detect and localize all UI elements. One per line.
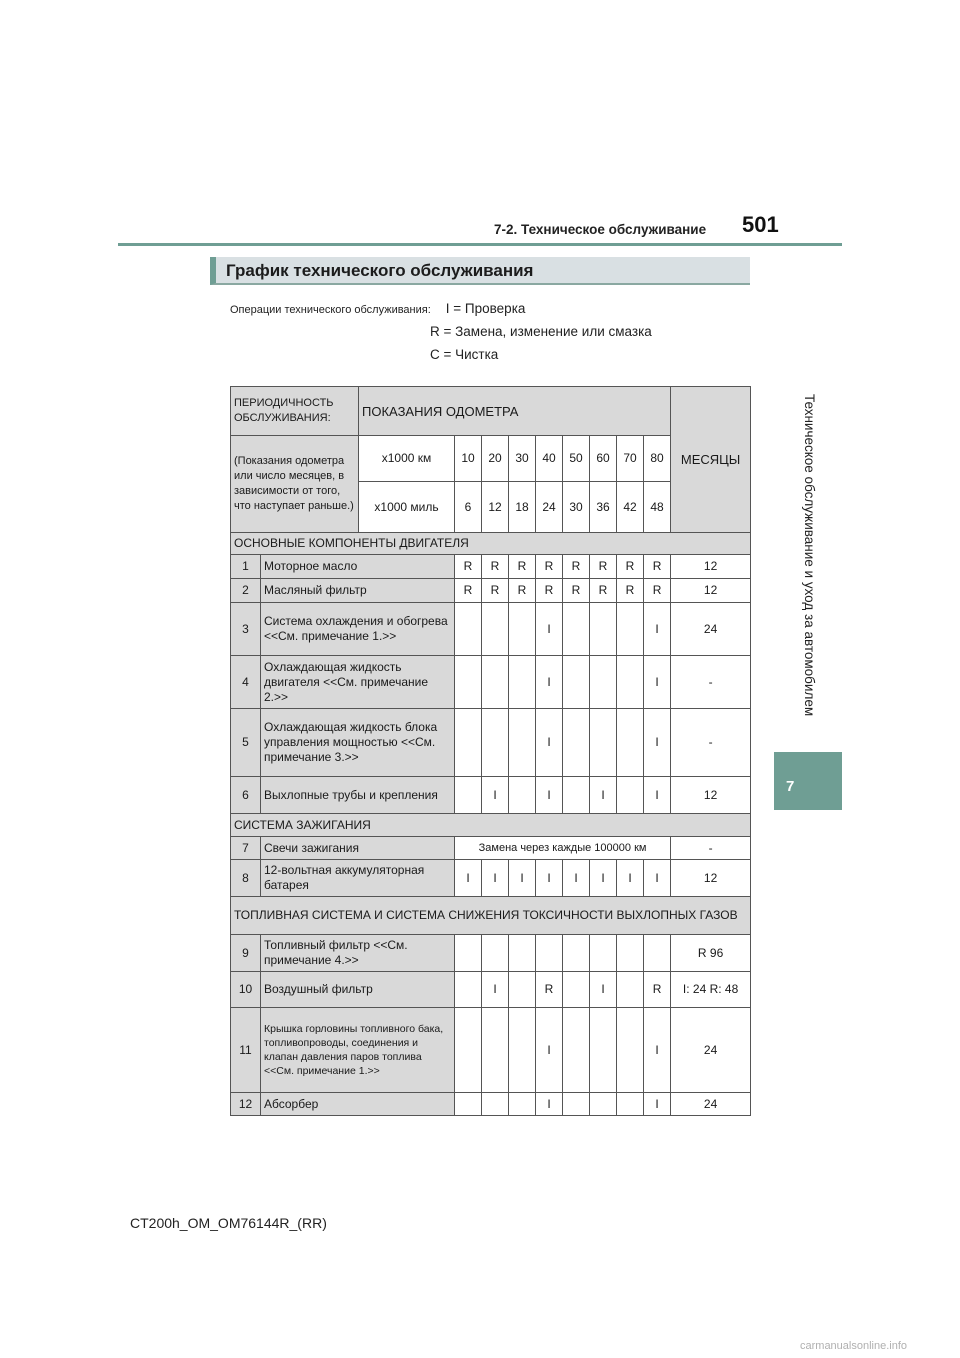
km-value: 60 [590,436,617,482]
schedule-cell: I [455,860,482,897]
schedule-cell [617,1008,644,1093]
row-number: 10 [231,972,261,1008]
months-cell: 12 [671,579,751,603]
schedule-cell [563,603,590,656]
schedule-cell [617,935,644,972]
document-code: CT200h_OM_OM76144R_(RR) [130,1215,327,1231]
schedule-cell [455,972,482,1008]
schedule-cell: R [617,579,644,603]
months-cell: 12 [671,555,751,579]
schedule-cell [644,935,671,972]
schedule-title-bar [210,257,750,285]
months-cell: 12 [671,860,751,897]
schedule-cell: I [590,860,617,897]
period-note: (Показания одометра или число месяцев, в зависимости от того, что наступает раньше.) [231,436,359,533]
km-label: x1000 км [359,436,455,482]
row-number: 4 [231,656,261,709]
months-cell: R 96 [671,935,751,972]
mile-value: 36 [590,482,617,533]
row-item: Топливный фильтр <<См. примечание 4.>> [261,935,455,972]
schedule-cell [617,603,644,656]
schedule-cell [563,935,590,972]
months-cell: - [671,709,751,777]
schedule-cell [509,1008,536,1093]
schedule-cell [617,972,644,1008]
row-number: 6 [231,777,261,814]
schedule-cell: I [590,972,617,1008]
months-cell: 24 [671,603,751,656]
km-value: 40 [536,436,563,482]
schedule-cell [455,709,482,777]
chapter-side-label: Техническое обслуживание и уход за автомобилем [802,394,817,717]
period-header: ПЕРИОДИЧНОСТЬ ОБСЛУЖИВАНИЯ: [231,387,359,436]
schedule-cell: I [644,1008,671,1093]
odometer-header: ПОКАЗАНИЯ ОДОМЕТРА [359,387,671,436]
schedule-cell [617,709,644,777]
schedule-cell [617,656,644,709]
schedule-cell [482,935,509,972]
schedule-cell [563,972,590,1008]
row-number: 1 [231,555,261,579]
schedule-cell [590,1093,617,1116]
schedule-cell: R [563,579,590,603]
row-item: Моторное масло [261,555,455,579]
schedule-cell [455,935,482,972]
legend-line-1 [230,301,525,316]
legend-inspect: I = Проверка [445,301,526,316]
schedule-cell [482,709,509,777]
schedule-cell: R [536,972,563,1008]
schedule-cell: I [482,777,509,814]
legend-clean: C = Чистка [430,347,499,362]
schedule-cell [590,709,617,777]
legend-label: Операции технического обслуживания: [230,304,431,316]
row-item: Воздушный фильтр [261,972,455,1008]
schedule-cell [617,777,644,814]
row-number: 7 [231,837,261,860]
schedule-cell [482,603,509,656]
row-item: Система охлаждения и обогрева <<См. примечание 1.>> [261,603,455,656]
schedule-cell [509,1093,536,1116]
schedule-cell: R [482,579,509,603]
row-number: 12 [231,1093,261,1116]
schedule-cell [482,1008,509,1093]
schedule-cell [563,1093,590,1116]
schedule-cell [590,603,617,656]
schedule-cell: R [509,579,536,603]
mile-label: x1000 миль [359,482,455,533]
chapter-tab[interactable] [774,752,842,810]
mile-value: 6 [455,482,482,533]
schedule-cell: I [644,656,671,709]
schedule-cell: I [536,860,563,897]
schedule-cell: R [509,555,536,579]
header-divider [118,243,842,246]
schedule-cell [509,972,536,1008]
section-header: ТОПЛИВНАЯ СИСТЕМА И СИСТЕМА СНИЖЕНИЯ ТОКСИЧНОСТИ ВЫХЛОПНЫХ ГАЗОВ [231,897,751,935]
schedule-cell [455,1008,482,1093]
schedule-cell: R [536,555,563,579]
schedule-cell: R [563,555,590,579]
months-cell: 12 [671,777,751,814]
km-value: 70 [617,436,644,482]
schedule-cell: R [590,555,617,579]
schedule-cell [509,709,536,777]
schedule-cell: R [455,555,482,579]
schedule-cell [617,1093,644,1116]
km-value: 80 [644,436,671,482]
row-number: 9 [231,935,261,972]
km-value: 20 [482,436,509,482]
schedule-cell: R [617,555,644,579]
section-header: ОСНОВНЫЕ КОМПОНЕНТЫ ДВИГАТЕЛЯ [231,533,751,555]
schedule-cell: I [509,860,536,897]
km-value: 10 [455,436,482,482]
schedule-cell: I [536,656,563,709]
schedule-cell: I [644,709,671,777]
schedule-cell: R [455,579,482,603]
schedule-title: График технического обслуживания [226,261,534,280]
km-value: 50 [563,436,590,482]
schedule-cell [455,1093,482,1116]
section-header: СИСТЕМА ЗАЖИГАНИЯ [231,814,751,837]
row-item: Охлаждающая жидкость двигателя <<См. примечание 2.>> [261,656,455,709]
schedule-cell: I [590,777,617,814]
schedule-cell [455,777,482,814]
schedule-cell [563,709,590,777]
schedule-cell: R [590,579,617,603]
chapter-tab-number: 7 [786,778,795,795]
legend-replace: R = Замена, изменение или смазка [430,324,652,339]
schedule-cell: I [536,1008,563,1093]
schedule-cell [563,656,590,709]
schedule-cell: I [536,709,563,777]
schedule-cell [509,603,536,656]
schedule-cell: I [644,1093,671,1116]
mile-value: 42 [617,482,644,533]
row-number: 2 [231,579,261,603]
mile-value: 18 [509,482,536,533]
schedule-cell: I [482,860,509,897]
watermark: carmanualsonline.info [800,1340,908,1352]
schedule-cell [482,656,509,709]
schedule-cell: I [482,972,509,1008]
row-item: Абсорбер [261,1093,455,1116]
schedule-cell: I [563,860,590,897]
schedule-cell: I [536,777,563,814]
schedule-cell [590,1008,617,1093]
schedule-cell [563,777,590,814]
row-item: Охлаждающая жидкость блока управления мощностью <<См. примечание 3.>> [261,709,455,777]
months-cell: 24 [671,1008,751,1093]
schedule-cell [509,656,536,709]
schedule-cell [590,656,617,709]
months-header: МЕСЯЦЫ [671,387,751,533]
schedule-cell: I [644,777,671,814]
schedule-cell: R [536,579,563,603]
schedule-cell: R [644,972,671,1008]
schedule-cell [509,935,536,972]
row-item: Крышка горловины топливного бака, топливопроводы, соединения и клапан давления паров топлива <<См. примечание 1.>> [261,1008,455,1093]
months-cell: - [671,656,751,709]
mile-value: 24 [536,482,563,533]
months-cell: I: 24 R: 48 [671,972,751,1008]
schedule-cell: I [644,860,671,897]
schedule-cell [482,1093,509,1116]
row-item: Масляный фильтр [261,579,455,603]
schedule-cell [563,1008,590,1093]
schedule-cell: I [536,1093,563,1116]
row-number: 5 [231,709,261,777]
section-title: 7-2. Техническое обслуживание [494,222,707,237]
row-number: 3 [231,603,261,656]
schedule-cell [590,935,617,972]
mile-value: 12 [482,482,509,533]
km-value: 30 [509,436,536,482]
row-item: 12-вольтная аккумуляторная батарея [261,860,455,897]
span-schedule-cell: Замена через каждые 100000 км [455,837,671,860]
row-number: 11 [231,1008,261,1093]
schedule-cell: I [644,603,671,656]
schedule-cell: I [617,860,644,897]
mile-value: 30 [563,482,590,533]
schedule-cell [455,603,482,656]
schedule-cell [509,777,536,814]
row-number: 8 [231,860,261,897]
schedule-cell: I [536,603,563,656]
schedule-cell: R [482,555,509,579]
row-item: Выхлопные трубы и крепления [261,777,455,814]
months-cell: 24 [671,1093,751,1116]
schedule-cell: R [644,555,671,579]
schedule-cell [455,656,482,709]
maintenance-schedule-table [230,386,751,1116]
mile-value: 48 [644,482,671,533]
months-cell: - [671,837,751,860]
schedule-cell: R [644,579,671,603]
page-number: 501 [742,212,779,237]
row-item: Свечи зажигания [261,837,455,860]
schedule-cell [536,935,563,972]
